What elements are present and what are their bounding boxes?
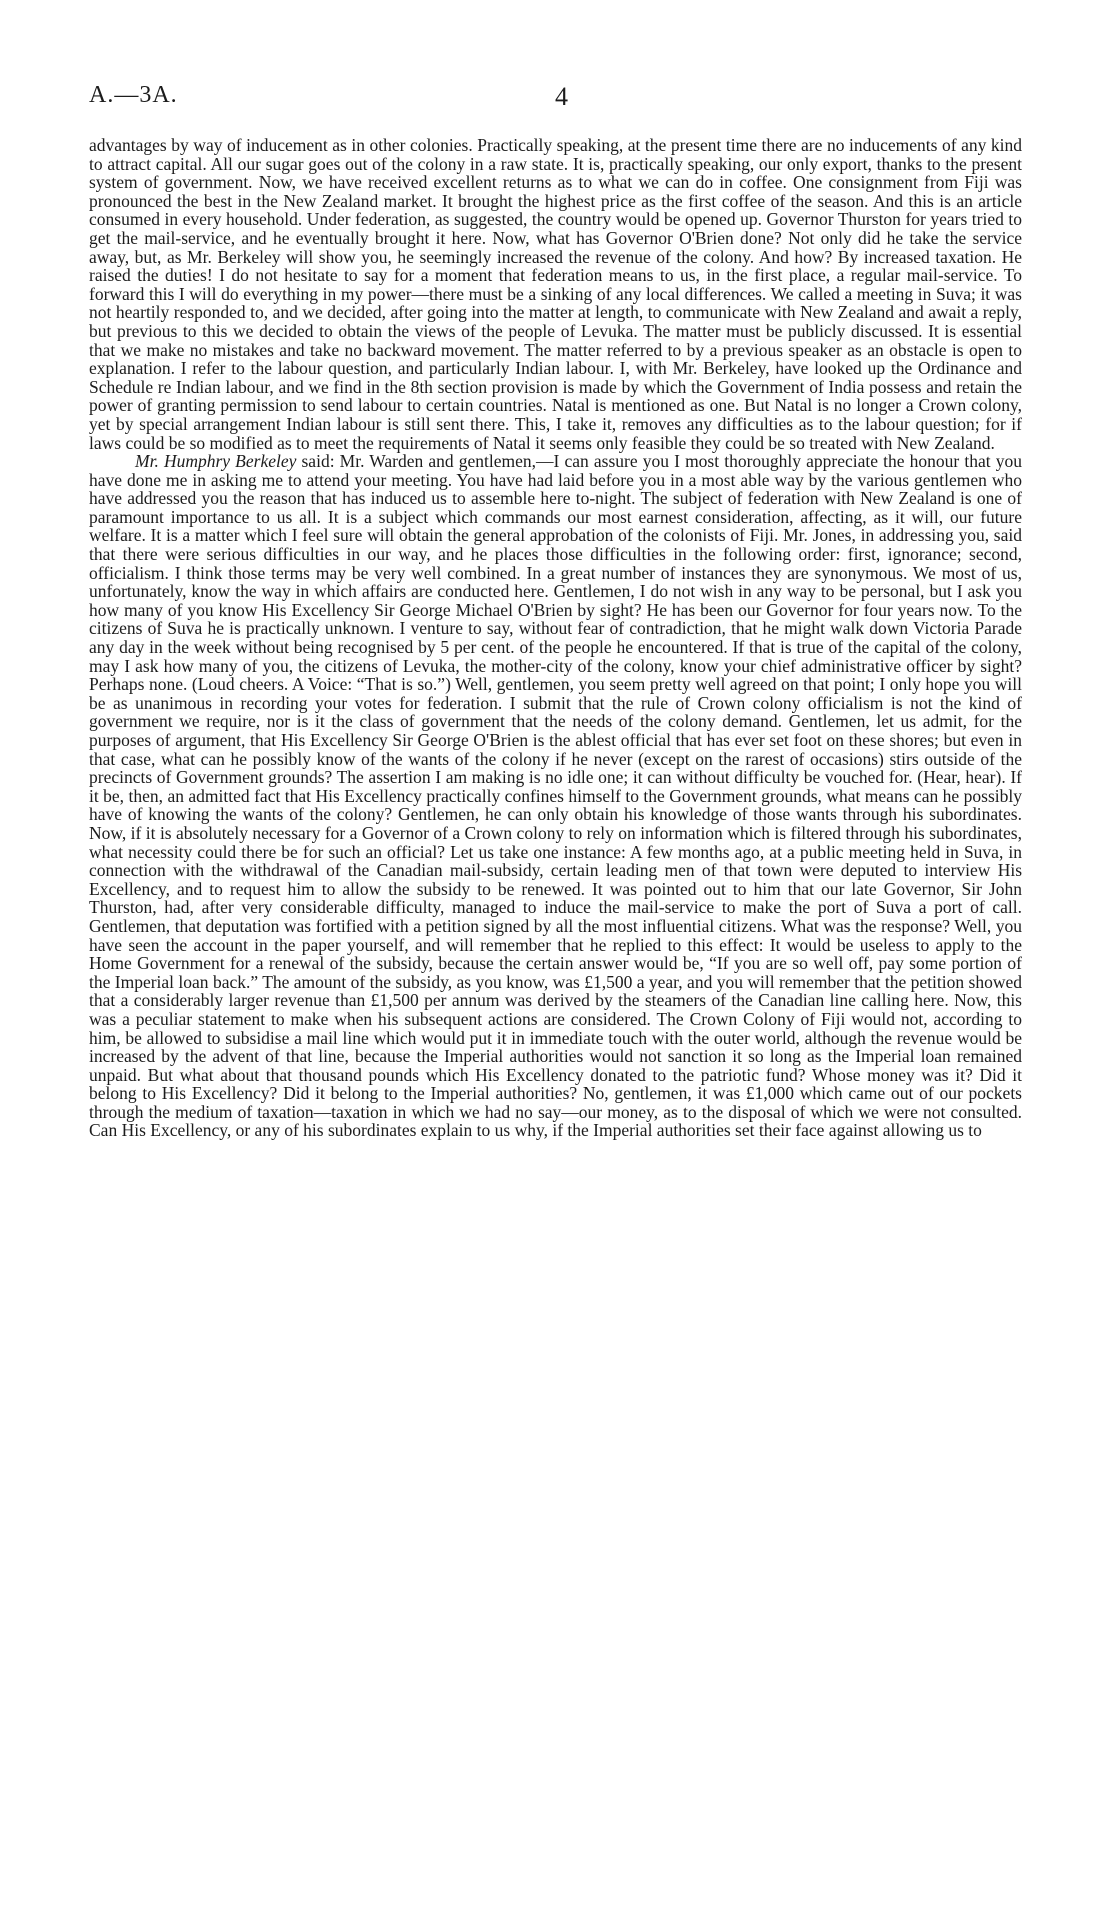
paragraph-continuation	[89, 136, 1022, 452]
body-text	[89, 136, 1022, 1140]
page-header	[89, 82, 1022, 112]
paragraph-text: said: Mr. Warden and gentlemen,—I can assure you I most thoroughly appreciate the honour that you have done me in asking me to attend your meeting. You have had laid before you in a most able way by the various gentlemen who have addressed you the reason that has induced us to assemble here to-night. The subject of federation with New Zealand is one of paramount importance to us all. It is a subject which commands our most earnest consideration, affecting, as it will, our future welfare. It is a matter which I feel sure will obtain the general approbation of the colonists of Fiji. Mr. Jones, in addressing you, said that there were serious difficulties in our way, and he places those difficulties in the following order: first, ignorance; second, officialism. I think those terms may be very well combined. In a great number of instances they are synonymous. We most of us, unfortunately, know the way in which affairs are conducted here. Gentlemen, I do not wish in any way to be personal, but I ask you how many of you know His Excellency Sir George Michael O'Brien by sight? He has been our Governor for four years now. To the citizens of Suva he is practically unknown. I venture to say, without fear of contradiction, that he might walk down Victoria Parade any day in the week without being recognised by 5 per cent. of the people he encountered. If that is true of the capital of the colony, may I ask how many of you, the citizens of Levuka, the mother-city of the colony, know your chief administrative officer by sight? Perhaps none. (Loud cheers. A Voice: “That is so.”) Well, gentlemen, you seem pretty well agreed on that point; I only hope you will be as unanimous in recording your votes for federation. I submit that the rule of Crown colony officialism is not the kind of government we require, nor is it the class of government that the needs of the colony demand. Gentlemen, let us admit, for the purposes of argument, that His Excellency Sir George O'Brien is the ablest official that has ever set foot on these shores; but even in that case, what can he possibly know of the wants of the colony if he never (except on the rarest of occasions) stirs outside of the precincts of Government grounds? The assertion I am making is no idle one; it can without difficulty be vouched for. (Hear, hear). If it be, then, an admitted fact that His Excellency practically confines himself to the Government grounds, what means can he possibly have of knowing the wants of the colony? Gentlemen, he can only obtain his knowledge of those wants through his subordinates. Now, if it is absolutely necessary for a Governor of a Crown colony to rely on information which is filtered through his subordinates, what necessity could there be for such an official? Let us take one instance: A few months ago, at a public meeting held in Suva, in connection with the withdrawal of the Canadian mail-subsidy, certain leading men of that town were deputed to interview His Excellency, and to request him to allow the subsidy to be renewed. It was pointed out to him that our late Governor, Sir John Thurston, had, after very considerable difficulty, managed to induce the mail-service to make the port of Suva a port of call. Gentlemen, that deputation was fortified with a petition signed by all the most influential citizens. What was the response? Well, you have seen the account in the paper yourself, and will remember that he replied to this effect: It would be useless to apply to the Home Government for a renewal of the subsidy, because the certain answer would be, “If you are so well off, pay some portion of the Imperial loan back.” The amount of the subsidy, as you know, was £1,500 a year, and you will remember that the petition showed that a considerably larger revenue than £1,500 per annum was derived by the steamers of the Canadian line calling here. Now, this was a peculiar statement to make when his subsequent actions are considered. The Crown Colony of Fiji would not, according to him, be allowed to subsidise a mail line which would put it in immediate touch with the outer world, although the revenue would be increased by the advent of that line, because the Imperial authorities would not sanction it so long as the Imperial loan remained unpaid. But what about that thousand pounds which His Excellency donated to the patriotic fund? Whose money was it? Did it belong to His Excellency? Did it belong to the Imperial authorities? No, gentlemen, it was £1,000 which came out of our pockets through the medium of taxation—taxation in which we had no say—our money, as to the disposal of which we were not consulted. Can His Excellency, or any of his subordinates explain to us why, if the Imperial authorities set their face against allowing us to	[89, 451, 1022, 1141]
paragraph-berkeley-speech	[89, 452, 1022, 1140]
document-reference: A.—3A.	[89, 82, 178, 108]
page-number: 4	[555, 82, 568, 111]
speaker-name: Mr. Humphry Berkeley	[135, 451, 297, 472]
paragraph-text: advantages by way of inducement as in other colonies. Practically speaking, at the present time there are no inducements of any kind to attract capital. All our sugar goes out of the colony in a raw state. It is, practically speaking, our only export, thanks to the present system of government. Now, we have received excellent returns as to what we can do in coffee. One consignment from Fiji was pronounced the best in the New Zealand market. It brought the highest price as the first coffee of the season. And this is an article consumed in every household. Under federation, as suggested, the country would be opened up. Governor Thurston for years tried to get the mail-service, and he eventually brought it here. Now, what has Governor O'Brien done? Not only did he take the service away, but, as Mr. Berkeley will show you, he seemingly increased the revenue of the colony. And how? By increased taxation. He raised the duties! I do not hesitate to say for a moment that federation means to us, in the first place, a regular mail-service. To forward this I will do everything in my power—there must be a sinking of any local differences. We called a meeting in Suva; it was not heartily responded to, and we decided, after going into the matter at length, to communicate with New Zealand and await a reply, but previous to this we decided to obtain the views of the people of Levuka. The matter must be publicly discussed. It is essential that we make no mistakes and take no backward movement. The matter referred to by a previous speaker as an obstacle is open to explanation. I refer to the labour question, and particularly Indian labour. I, with Mr. Berkeley, have looked up the Ordinance and Schedule re Indian labour, and we find in the 8th section provision is made by which the Government of India possess and retain the power of granting permission to send labour to certain countries. Natal is mentioned as one. But Natal is no longer a Crown colony, yet by special arrangement Indian labour is still sent there. This, I take it, removes any difficulties as to the labour question; for if laws could be so modified as to meet the requirements of Natal it seems only feasible they could be so treated with New Zealand.	[89, 135, 1022, 453]
